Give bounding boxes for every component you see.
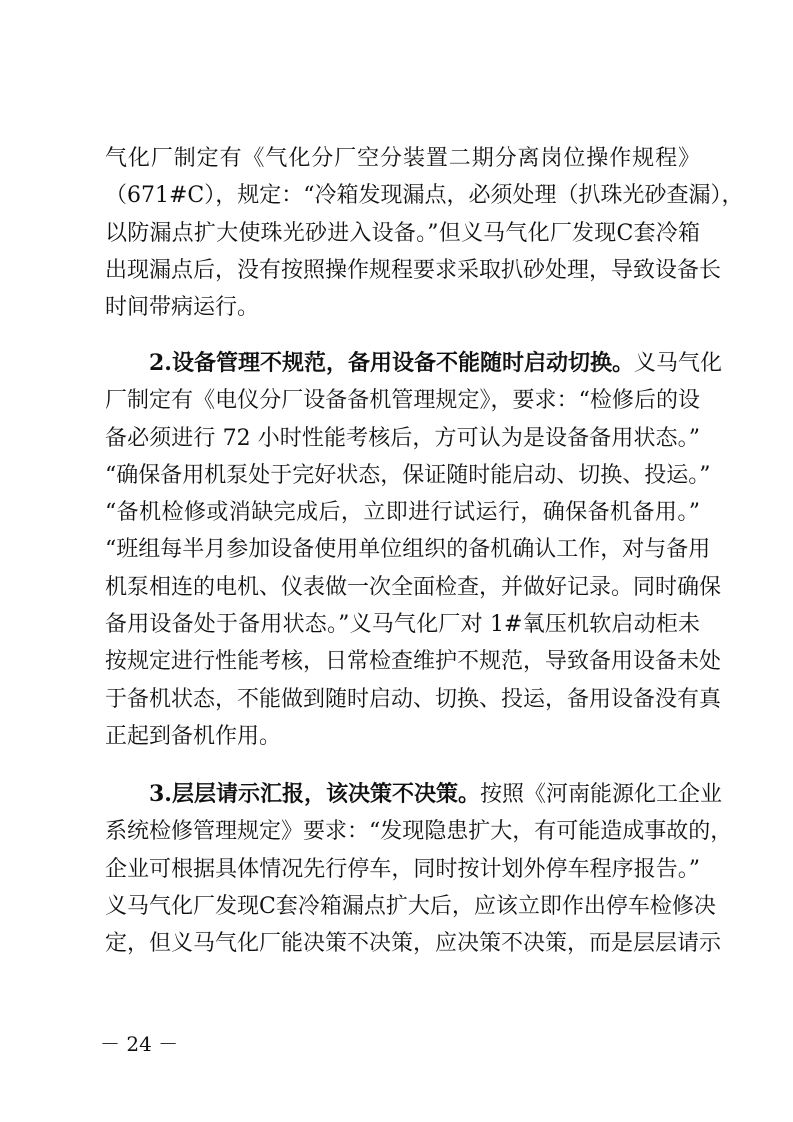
text-line: 备必须进行 72 小时性能考核后，方可认为是设备备用状态。”	[105, 425, 700, 451]
text-line: “确保备用机泵处于完好状态，保证随时能启动、切换、投运。”	[105, 462, 711, 488]
text-line: 企业可根据具体情况先行停车，同时按计划外停车程序报告。”	[105, 856, 700, 882]
page-number: － 24 －	[100, 1032, 179, 1056]
text-run: 义马气化	[633, 351, 722, 376]
text-line: 备用设备处于备用状态。”义马气化厂对 1#氧压机软启动柜未	[105, 612, 700, 638]
text-line: 以防漏点扩大使珠光砂进入设备。”但义马气化厂发现C套冷箱	[105, 220, 700, 246]
paragraph-equipment-management	[105, 345, 722, 755]
paragraph-operating-rules	[105, 140, 744, 326]
text-line: 时间带病运行。	[105, 295, 260, 321]
text-line-with-heading	[105, 776, 722, 813]
section-heading: 2.设备管理不规范，备用设备不能随时启动切换。	[149, 350, 634, 376]
text-line: “班组每半月参加设备使用单位组织的备机确认工作，对与备用	[105, 537, 711, 563]
text-line: 厂制定有《电仪分厂设备备机管理规定》，要求：“检修后的设	[105, 388, 700, 414]
text-line: （671#C），规定：“冷箱发现漏点，必须处理（扒珠光砂查漏），	[105, 183, 744, 209]
text-line: 按规定进行性能考核，日常检查维护不规范，导致备用设备未处	[105, 649, 722, 675]
text-line-with-heading	[105, 345, 722, 382]
paragraph-decision-making	[105, 776, 733, 962]
text-line: “备机检修或消缺完成后，立即进行试运行，确保备机备用。”	[105, 500, 700, 526]
text-line: 机泵相连的电机、仪表做一次全面检查，并做好记录。同时确保	[105, 574, 722, 600]
section-heading: 3.层层请示汇报，该决策不决策。	[149, 781, 480, 807]
text-line: 气化厂制定有《气化分厂空分装置二期分离岗位操作规程》	[105, 146, 700, 171]
text-line: 义马气化厂发现C套冷箱漏点扩大后，应该立即作出停车检修决	[105, 893, 716, 919]
text-line: 正起到备机作用。	[105, 723, 282, 749]
text-line: 系统检修管理规定》要求：“发现隐患扩大，有可能造成事故的，	[105, 819, 733, 845]
text-line: 于备机状态，不能做到随时启动、切换、投运，备用设备没有真	[105, 686, 722, 712]
text-line: 定，但义马气化厂能决策不决策，应决策不决策，而是层层请示	[105, 931, 722, 957]
text-line: 出现漏点后，没有按照操作规程要求采取扒砂处理，导致设备长	[105, 257, 722, 283]
text-run: 按照《河南能源化工企业	[479, 782, 722, 807]
